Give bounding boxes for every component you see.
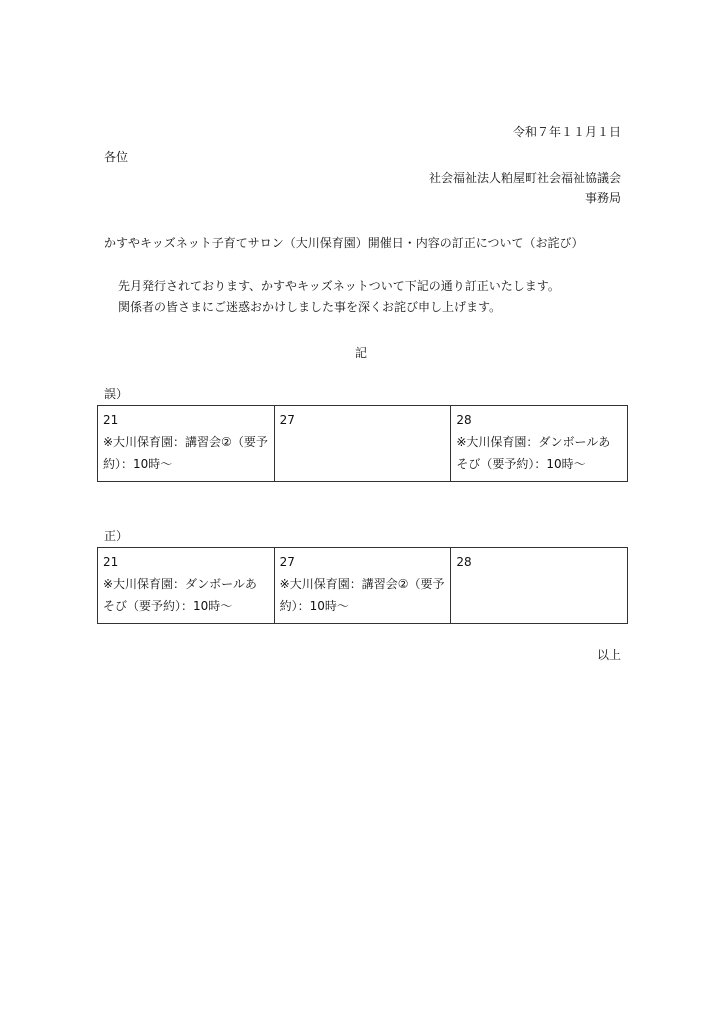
table-cell bbox=[274, 548, 451, 624]
wrong-label: 誤） bbox=[104, 387, 129, 401]
day-number: 28 bbox=[456, 555, 472, 569]
closing-mark: 以上 bbox=[596, 648, 621, 662]
sender-organization: 社会福祉法人粕屋町社会福祉協議会 bbox=[428, 171, 621, 185]
day-number: 28 bbox=[456, 413, 472, 427]
day-number: 21 bbox=[103, 413, 119, 427]
day-number: 27 bbox=[279, 555, 295, 569]
table-cell bbox=[98, 406, 275, 482]
wrong-table bbox=[97, 405, 628, 482]
event-note: ※大川保育園：講習会②（要予約）：10時～ bbox=[103, 435, 268, 471]
event-note: ※大川保育園：ダンボールあそび（要予約）：10時～ bbox=[103, 577, 257, 613]
table-cell bbox=[451, 548, 628, 624]
day-number: 27 bbox=[279, 413, 295, 427]
day-number: 21 bbox=[103, 555, 119, 569]
table-cell bbox=[98, 548, 275, 624]
event-note: ※大川保育園：ダンボールあそび（要予約）：10時～ bbox=[456, 435, 611, 471]
table-row bbox=[98, 548, 628, 624]
document-date: 令和７年１１月１日 bbox=[512, 125, 621, 139]
document-subject: かすやキッズネット子育てサロン（大川保育園）開催日・内容の訂正について（お詫び） bbox=[104, 236, 584, 250]
correct-label: 正） bbox=[104, 529, 129, 543]
correct-table bbox=[97, 547, 628, 624]
event-note: ※大川保育園：講習会②（要予約）：10時～ bbox=[279, 577, 445, 613]
table-cell bbox=[451, 406, 628, 482]
table-cell bbox=[274, 406, 451, 482]
sender-department: 事務局 bbox=[584, 191, 621, 205]
body-line-1: 先月発行されております、かすやキッズネットついて下記の通り訂正いたします。 bbox=[118, 279, 560, 293]
ki-heading: 記 bbox=[355, 346, 368, 360]
body-line-2: 関係者の皆さまにご迷惑おかけしました事を深くお詫び申し上げます。 bbox=[118, 300, 502, 314]
addressee: 各位 bbox=[104, 150, 129, 164]
table-row bbox=[98, 406, 628, 482]
